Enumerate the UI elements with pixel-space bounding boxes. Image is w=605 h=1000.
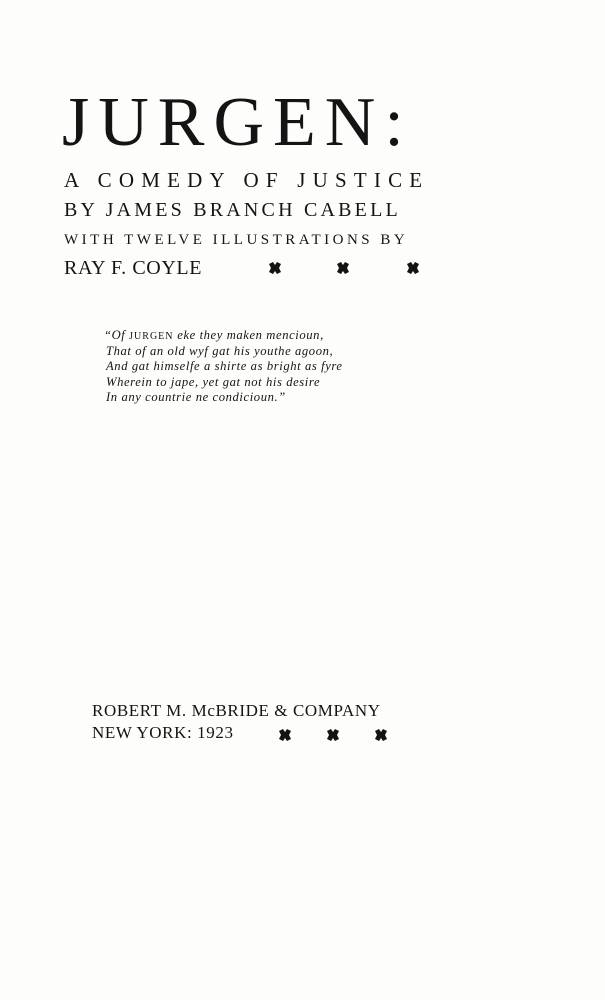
fleuron-icon — [406, 262, 420, 274]
illustrator-row — [64, 256, 424, 282]
illustrations-line: WITH TWELVE ILLUSTRATIONS BY — [64, 232, 409, 248]
publisher-name: ROBERT M. McBRIDE & COMPANY — [92, 701, 381, 720]
epigraph-line-1 — [104, 328, 343, 344]
epigraph-jurgen-smallcaps: JURGEN — [129, 331, 174, 342]
epigraph-line-3: And gat himselfe a shirte as bright as fyre — [106, 359, 343, 374]
author-line: BY JAMES BRANCH CABELL — [64, 199, 401, 221]
book-subtitle: A COMEDY OF JUSTICE — [64, 168, 430, 192]
epigraph — [104, 328, 343, 405]
epigraph-line-1-rest: eke they maken mencioun, — [173, 328, 324, 342]
epigraph-line-2: That of an old wyf gat his youthe agoon, — [106, 344, 334, 359]
imprint — [92, 702, 402, 752]
place-and-year: NEW YORK: 1923 — [92, 723, 234, 742]
illustrator-name: RAY F. COYLE — [64, 257, 203, 279]
fleuron-icon — [374, 729, 388, 741]
book-title: JURGEN: — [62, 84, 413, 161]
fleuron-icon — [326, 729, 340, 741]
epigraph-line-5: In any countrie ne condicioun.” — [106, 389, 286, 404]
fleuron-icon — [268, 262, 282, 274]
epigraph-open: “Of — [104, 328, 130, 342]
fleuron-icon — [278, 729, 292, 741]
epigraph-line-4: Wherein to jape, yet gat not his desire — [106, 374, 321, 389]
fleuron-icon — [336, 262, 350, 274]
